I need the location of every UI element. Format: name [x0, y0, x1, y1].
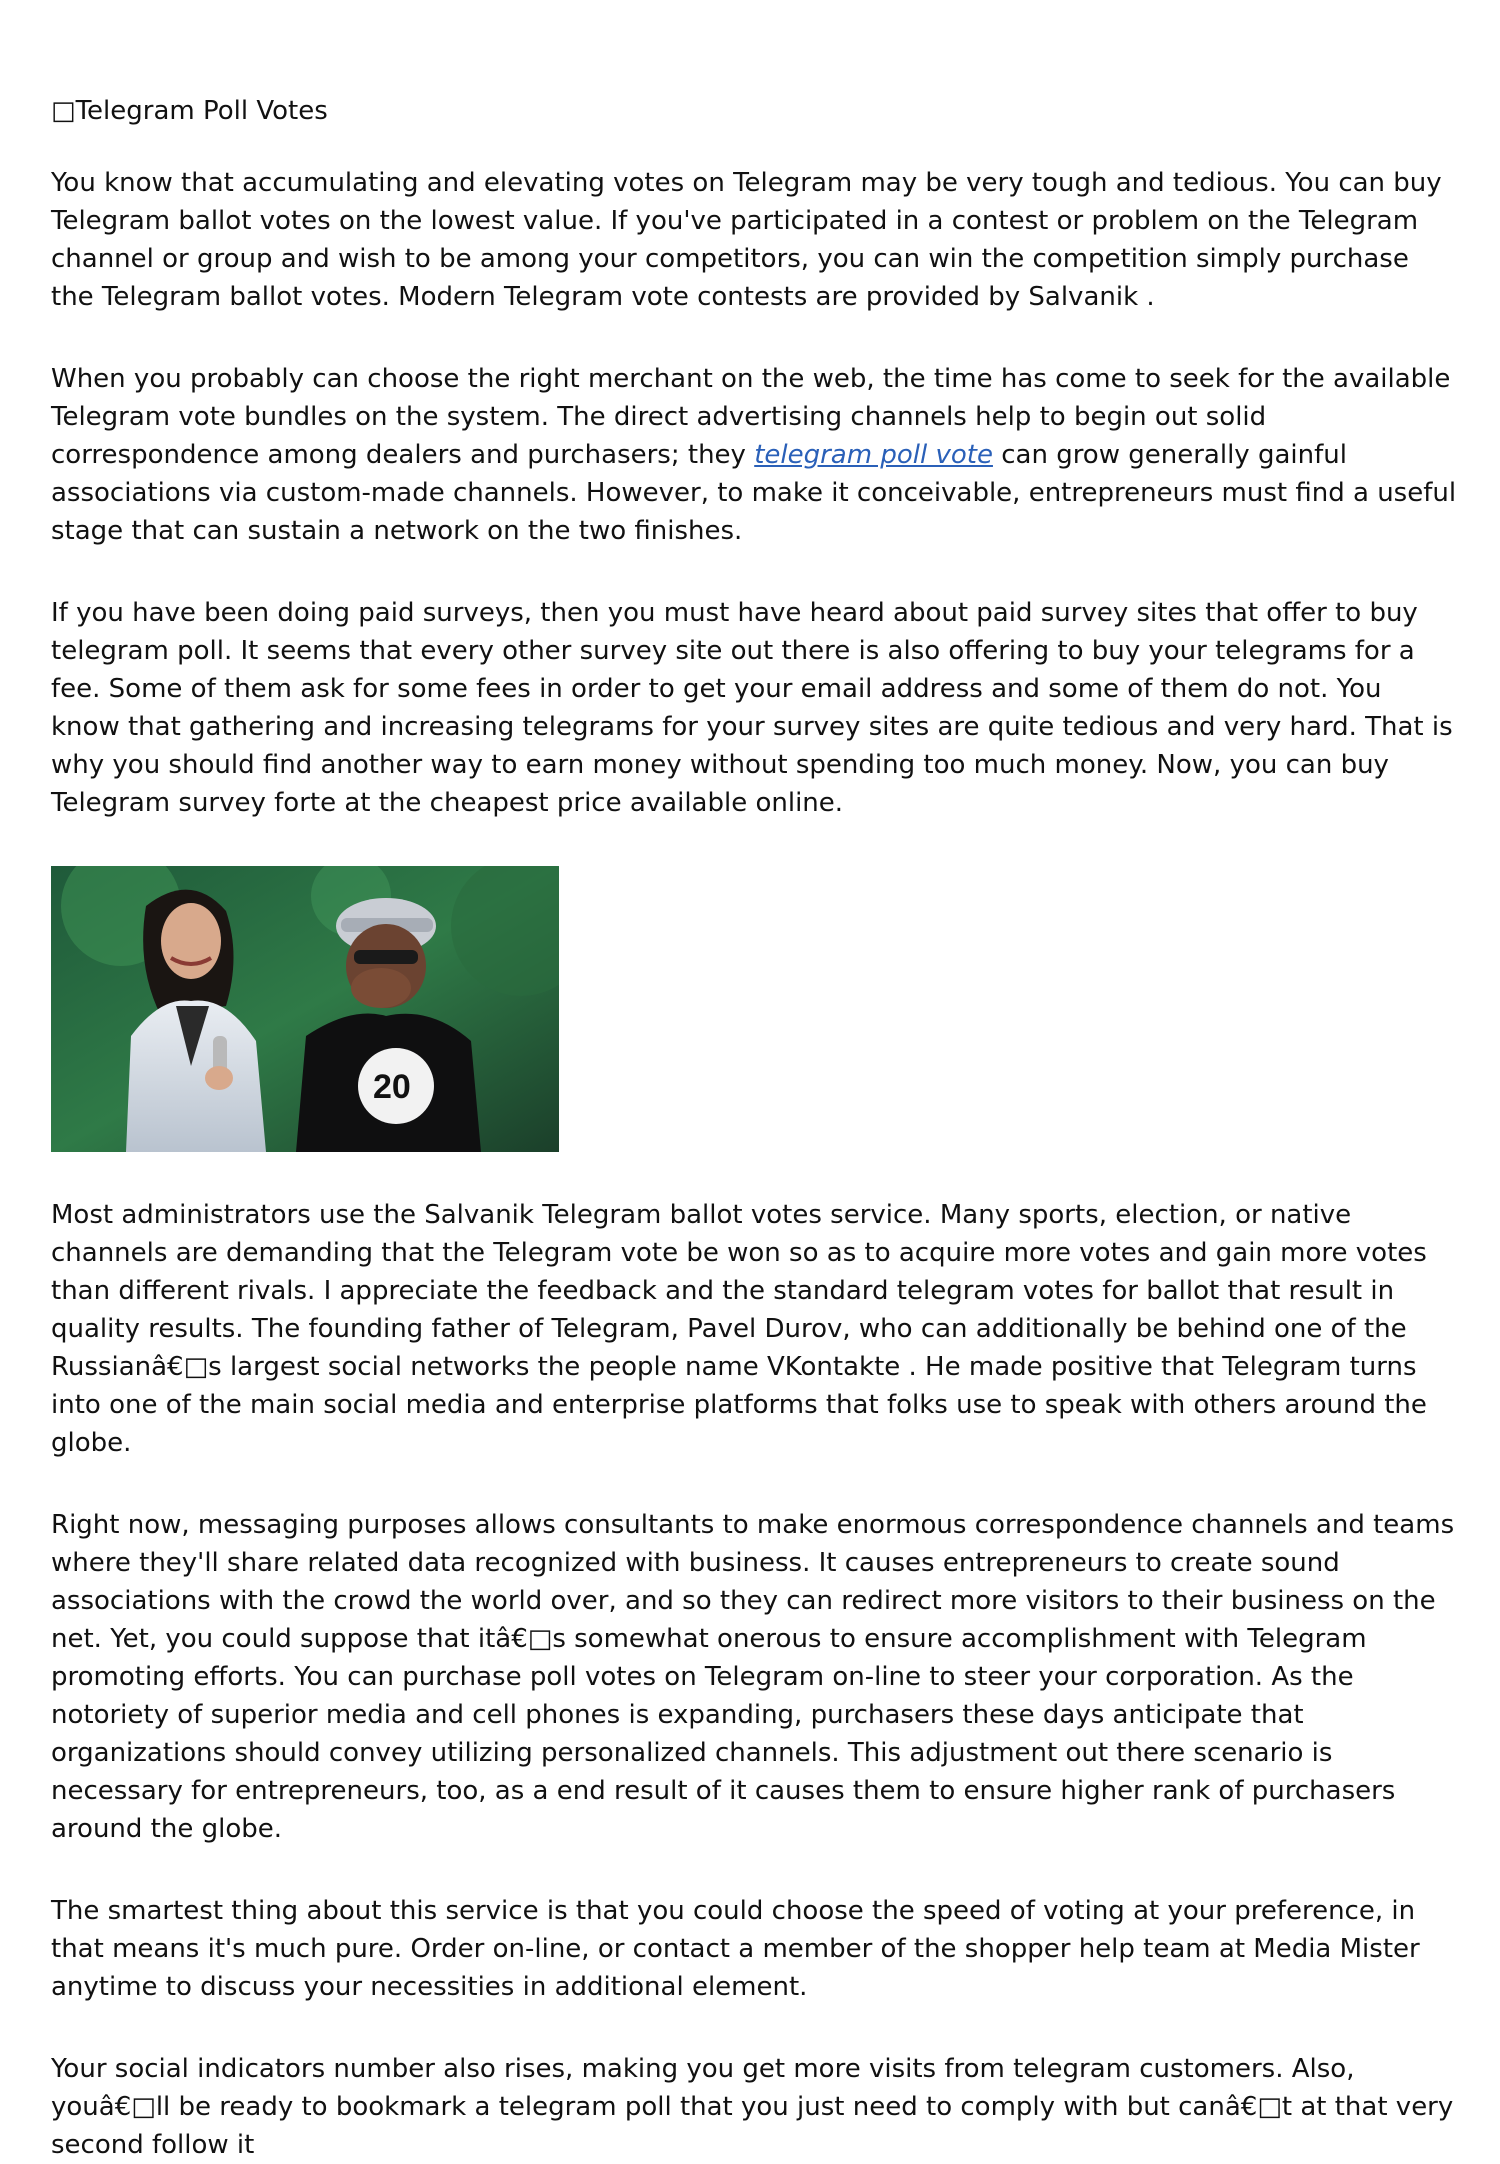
paragraph-6: The smartest thing about this service is that you could choose the speed of voting at your preference, in that means it's much pure. Order on-line, or contact a member of the shopper help team at Media Mister anytime to discuss your necessities in additional element.	[51, 1896, 1420, 2002]
paragraph-3: If you have been doing paid surveys, then you must have heard about paid survey sites that offer to buy telegram poll. It seems that every other survey site out there is also offering to buy your telegrams for a fee. Some of them ask for some fees in order to get your email address and some of them do not. You know that gathering and increasing telegrams for your survey sites are quite tedious and very hard. That is why you should find another way to earn money without spending too much money. Now, you can buy Telegram survey forte at the cheapest price available online.	[51, 598, 1453, 818]
paragraph-4: Most administrators use the Salvanik Telegram ballot votes service. Many sports, election, or native channels are demanding that the Telegram vote be won so as to acquire more votes and gain more votes than different rivals. I appreciate the feedback and the standard telegram votes for ballot that result in quality results. The founding father of Telegram, Pavel Durov, who can additionally be behind one of the Russianâ€□s largest social networks the people name VKontakte . He made positive that Telegram turns into one of the main social media and enterprise platforms that folks use to speak with others around the globe.	[51, 1200, 1427, 1458]
paragraph-1: You know that accumulating and elevating votes on Telegram may be very tough and tedious. You can buy Telegram ballot votes on the lowest value. If you've participated in a contest or problem on the Telegram channel or group and wish to be among your competitors, you can win the competition simply purchase the Telegram ballot votes. Modern Telegram vote contests are provided by Salvanik .	[51, 168, 1442, 312]
telegram-poll-vote-link[interactable]: telegram poll vote	[754, 440, 993, 470]
paragraph-2	[51, 360, 1458, 550]
paragraph-7: Your social indicators number also rises, making you get more visits from telegram customers. Also, youâ€□ll be ready to bookmark a telegram poll that you just need to comply with but canâ€□t at that very second follow it	[51, 2054, 1454, 2160]
concert-photo-image	[51, 866, 559, 1152]
concert-photo	[51, 866, 559, 1152]
svg-text:20: 20	[373, 1068, 411, 1106]
title-text: Telegram Poll Votes	[75, 96, 328, 126]
title-glyph: □	[51, 96, 76, 126]
paragraph-2-before-link: When you probably can choose the right merchant on the web, the time has come to seek for the available Telegram vote bundles on the system. The direct advertising channels help to begin out solid correspondence among dealers and purchasers; they	[51, 364, 1451, 470]
paragraph-5: Right now, messaging purposes allows consultants to make enormous correspondence channels and teams where they'll share related data recognized with business. It causes entrepreneurs to create sound associations with the crowd the world over, and so they can redirect more visitors to their business on the net. Yet, you could suppose that itâ€□s somewhat onerous to ensure accomplishment with Telegram promoting efforts. You can purchase poll votes on Telegram on-line to steer your corporation. As the notoriety of superior media and cell phones is expanding, purchasers these days anticipate that organizations should convey utilizing personalized channels. This adjustment out there scenario is necessary for entrepreneurs, too, as a end result of it causes them to ensure higher rank of purchasers around the globe.	[51, 1510, 1455, 1844]
document-title	[51, 92, 1458, 130]
paragraph-2-after-link: can grow generally gainful associations via custom-made channels. However, to make it conceivable, entrepreneurs must find a useful stage that can sustain a network on the two finishes.	[51, 440, 1457, 546]
